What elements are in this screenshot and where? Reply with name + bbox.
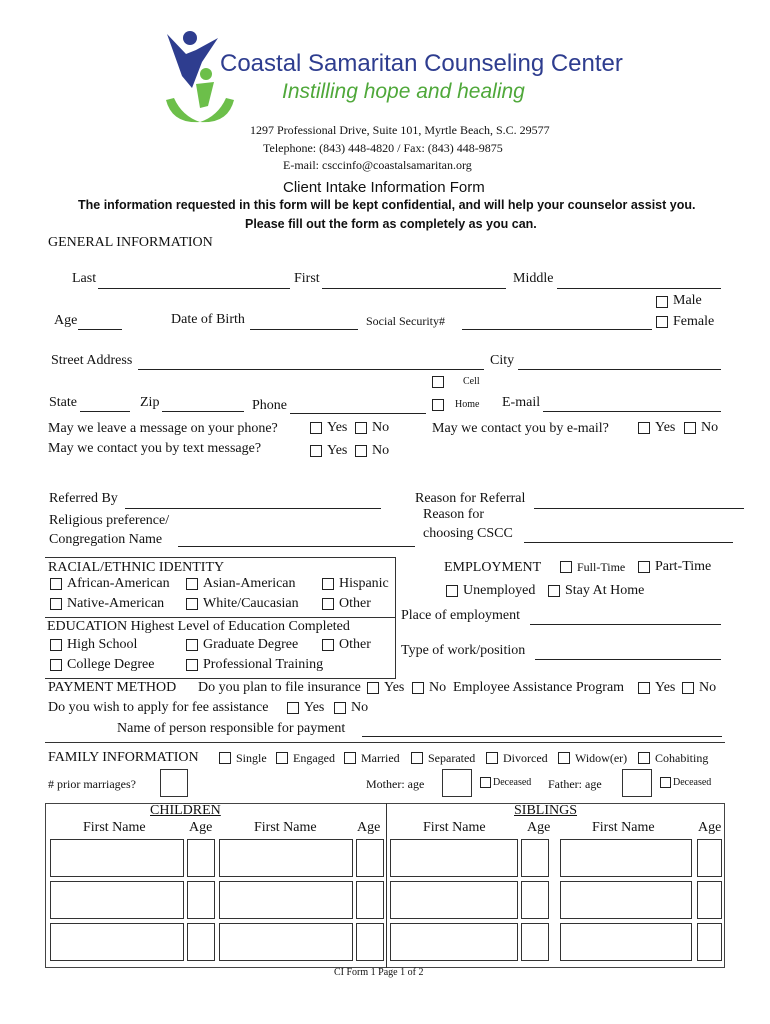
org-tagline: Instilling hope and healing	[282, 80, 525, 103]
child-name-1-row-1-field[interactable]	[50, 839, 184, 877]
home-checkbox[interactable]	[432, 399, 444, 411]
cohabiting-checkbox[interactable]	[638, 752, 650, 764]
widower-label: Widow(er)	[575, 751, 628, 765]
mother-age-label: Mother: age	[366, 777, 425, 791]
father-deceased-label: Deceased	[673, 777, 712, 788]
siblings-col-first-1: First Name	[423, 820, 486, 835]
insurance-yes-label: Yes	[384, 680, 405, 695]
divider-racial-right	[395, 557, 396, 679]
phone-field[interactable]	[290, 413, 426, 414]
referred-by-field[interactable]	[125, 508, 381, 509]
education-other-checkbox[interactable]	[322, 639, 334, 651]
separated-label: Separated	[428, 751, 476, 765]
ssn-label: Social Security#	[366, 314, 445, 328]
child-name-1-row-2-field[interactable]	[50, 881, 184, 919]
white-caucasian-checkbox[interactable]	[186, 598, 198, 610]
fee-no-label: No	[351, 700, 369, 715]
cohabiting-label: Cohabiting	[655, 751, 709, 765]
reason-referral-label: Reason for Referral	[415, 491, 526, 506]
city-field[interactable]	[518, 369, 721, 370]
state-field[interactable]	[80, 411, 130, 412]
professional-training-label: Professional Training	[203, 657, 324, 672]
street-label: Street Address	[51, 353, 133, 368]
father-deceased-checkbox[interactable]	[660, 777, 671, 788]
text-msg-yes-label: Yes	[327, 443, 348, 458]
father-age-field[interactable]	[622, 769, 652, 797]
msg-phone-no-label: No	[372, 420, 390, 435]
text-msg-no-checkbox[interactable]	[355, 445, 367, 457]
eap-yes-label: Yes	[655, 680, 676, 695]
sibling-age-2-row-1-field[interactable]	[697, 839, 722, 877]
section-heading-general: GENERAL INFORMATION	[48, 235, 213, 250]
first-name-label: First	[294, 271, 320, 286]
prior-marriages-field[interactable]	[160, 769, 188, 797]
family-heading: FAMILY INFORMATION	[48, 750, 199, 765]
hispanic-checkbox[interactable]	[322, 578, 334, 590]
last-name-field[interactable]	[98, 288, 290, 289]
professional-training-checkbox[interactable]	[186, 659, 198, 671]
contact-email-no-label: No	[701, 420, 719, 435]
insurance-no-label: No	[429, 680, 447, 695]
org-name: Coastal Samaritan Counseling Center	[220, 50, 623, 77]
stay-at-home-checkbox[interactable]	[548, 585, 560, 597]
state-label: State	[49, 395, 77, 410]
employment-heading: EMPLOYMENT	[444, 560, 542, 575]
sibling-name-2-row-2-field[interactable]	[560, 881, 692, 919]
zip-field[interactable]	[162, 411, 244, 412]
sibling-name-2-row-3-field[interactable]	[560, 923, 692, 961]
insurance-question: Do you plan to file insurance	[198, 680, 361, 695]
place-of-employment-field[interactable]	[530, 624, 721, 625]
zip-label: Zip	[140, 395, 160, 410]
footer-page-info: CI Form 1 Page 1 of 2	[334, 967, 424, 978]
child-age-1-row-2-field[interactable]	[187, 881, 215, 919]
engaged-checkbox[interactable]	[276, 752, 288, 764]
siblings-col-age-2: Age	[698, 820, 722, 835]
siblings-col-first-2: First Name	[592, 820, 655, 835]
congregation-field[interactable]	[178, 546, 415, 547]
referred-by-label: Referred By	[49, 491, 118, 506]
contact-email-question: May we contact you by e-mail?	[432, 421, 609, 436]
reason-cscc-field[interactable]	[524, 542, 733, 543]
org-address: 1297 Professional Drive, Suite 101, Myrtle Beach, S.C. 29577	[250, 123, 550, 137]
responsible-label: Name of person responsible for payment	[117, 721, 346, 736]
full-time-label: Full-Time	[577, 560, 626, 574]
male-label: Male	[673, 293, 702, 308]
table-divider-middle	[386, 803, 387, 968]
last-name-label: Last	[72, 271, 97, 286]
contact-email-yes-label: Yes	[655, 420, 676, 435]
female-label: Female	[673, 314, 715, 329]
child-age-1-row-1-field[interactable]	[187, 839, 215, 877]
type-of-work-label: Type of work/position	[401, 643, 526, 658]
org-phone: Telephone: (843) 448-4820 / Fax: (843) 448-9875	[263, 141, 503, 155]
dob-label: Date of Birth	[171, 312, 245, 327]
divider-racial-top	[45, 557, 395, 558]
mother-deceased-label: Deceased	[493, 777, 532, 788]
logo	[162, 28, 234, 128]
native-american-checkbox[interactable]	[50, 598, 62, 610]
eap-label: Employee Assistance Program	[453, 680, 625, 695]
african-american-label: African-American	[67, 576, 170, 591]
reason-referral-field[interactable]	[534, 508, 744, 509]
racial-other-label: Other	[339, 596, 371, 611]
child-age-1-row-3-field[interactable]	[187, 923, 215, 961]
full-time-checkbox[interactable]	[560, 561, 572, 573]
child-age-2-row-1-field[interactable]	[356, 839, 384, 877]
city-label: City	[490, 353, 515, 368]
text-msg-yes-checkbox[interactable]	[310, 445, 322, 457]
fee-yes-checkbox[interactable]	[287, 702, 299, 714]
engaged-label: Engaged	[293, 751, 335, 765]
ssn-field[interactable]	[462, 329, 652, 330]
children-col-first-1: First Name	[83, 820, 146, 835]
father-age-label: Father: age	[548, 777, 602, 791]
racial-heading: RACIAL/ETHNIC IDENTITY	[48, 560, 225, 575]
home-label: Home	[455, 399, 480, 410]
graduate-degree-label: Graduate Degree	[203, 637, 299, 652]
hispanic-label: Hispanic	[339, 576, 389, 591]
part-time-label: Part-Time	[655, 559, 712, 574]
child-name-2-row-3-field[interactable]	[219, 923, 353, 961]
form-intro-line1: The information requested in this form will be kept confidential, and will help your counselor assist you.	[78, 198, 696, 212]
cell-checkbox[interactable]	[432, 376, 444, 388]
child-name-2-row-2-field[interactable]	[219, 881, 353, 919]
children-col-first-2: First Name	[254, 820, 317, 835]
responsible-field[interactable]	[362, 736, 722, 737]
reason-cscc-label-line2: choosing CSCC	[423, 526, 513, 541]
siblings-col-age-1: Age	[527, 820, 551, 835]
place-of-employment-label: Place of employment	[401, 608, 520, 623]
sibling-age-1-row-1-field[interactable]	[521, 839, 549, 877]
msg-phone-no-checkbox[interactable]	[355, 422, 367, 434]
part-time-checkbox[interactable]	[638, 561, 650, 573]
age-field[interactable]	[78, 329, 122, 330]
children-col-age-1: Age	[189, 820, 213, 835]
fee-yes-label: Yes	[304, 700, 325, 715]
middle-name-label: Middle	[513, 271, 554, 286]
white-caucasian-label: White/Caucasian	[203, 596, 299, 611]
first-name-field[interactable]	[322, 288, 506, 289]
graduate-degree-checkbox[interactable]	[186, 639, 198, 651]
children-heading: CHILDREN	[150, 803, 221, 818]
middle-name-field[interactable]	[557, 288, 721, 289]
native-american-label: Native-American	[67, 596, 165, 611]
msg-phone-yes-label: Yes	[327, 420, 348, 435]
sibling-age-2-row-2-field[interactable]	[697, 881, 722, 919]
sibling-name-1-row-3-field[interactable]	[390, 923, 518, 961]
married-checkbox[interactable]	[344, 752, 356, 764]
divider-payment-top	[45, 678, 395, 679]
separated-checkbox[interactable]	[411, 752, 423, 764]
age-label: Age	[54, 313, 78, 328]
mother-deceased-checkbox[interactable]	[480, 777, 491, 788]
msg-phone-yes-checkbox[interactable]	[310, 422, 322, 434]
divorced-checkbox[interactable]	[486, 752, 498, 764]
divider-education-top	[45, 617, 395, 618]
child-name-2-row-1-field[interactable]	[219, 839, 353, 877]
fee-no-checkbox[interactable]	[334, 702, 346, 714]
racial-other-checkbox[interactable]	[322, 598, 334, 610]
sibling-name-1-row-2-field[interactable]	[390, 881, 518, 919]
street-field[interactable]	[138, 369, 484, 370]
sibling-age-1-row-2-field[interactable]	[521, 881, 549, 919]
cell-label: Cell	[463, 376, 480, 387]
stay-at-home-label: Stay At Home	[565, 583, 645, 598]
single-checkbox[interactable]	[219, 752, 231, 764]
contact-email-yes-checkbox[interactable]	[638, 422, 650, 434]
email-field[interactable]	[543, 411, 721, 412]
insurance-yes-checkbox[interactable]	[367, 682, 379, 694]
sibling-name-2-row-1-field[interactable]	[560, 839, 692, 877]
text-msg-no-label: No	[372, 443, 390, 458]
college-degree-label: College Degree	[67, 657, 155, 672]
dob-field[interactable]	[250, 329, 358, 330]
female-checkbox[interactable]	[656, 316, 668, 328]
msg-phone-question: May we leave a message on your phone?	[48, 421, 278, 436]
child-age-2-row-3-field[interactable]	[356, 923, 384, 961]
phone-label: Phone	[252, 398, 287, 413]
religious-label-line1: Religious preference/	[49, 513, 170, 528]
college-degree-checkbox[interactable]	[50, 659, 62, 671]
siblings-heading: SIBLINGS	[514, 803, 578, 818]
type-of-work-field[interactable]	[535, 659, 721, 660]
education-other-label: Other	[339, 637, 371, 652]
child-age-2-row-2-field[interactable]	[356, 881, 384, 919]
sibling-name-1-row-1-field[interactable]	[390, 839, 518, 877]
sibling-age-2-row-3-field[interactable]	[697, 923, 722, 961]
logo-figures-icon	[162, 28, 234, 128]
african-american-checkbox[interactable]	[50, 578, 62, 590]
widower-checkbox[interactable]	[558, 752, 570, 764]
text-msg-question: May we contact you by text message?	[48, 441, 262, 456]
fee-assistance-question: Do you wish to apply for fee assistance	[48, 700, 269, 715]
mother-age-field[interactable]	[442, 769, 472, 797]
asian-american-checkbox[interactable]	[186, 578, 198, 590]
divider-family-top	[45, 742, 725, 743]
form-intro-line2: Please fill out the form as completely as you can.	[245, 217, 537, 231]
contact-email-no-checkbox[interactable]	[684, 422, 696, 434]
high-school-label: High School	[67, 637, 138, 652]
education-heading: EDUCATION Highest Level of Education Completed	[47, 619, 350, 634]
children-col-age-2: Age	[357, 820, 381, 835]
form-title: Client Intake Information Form	[283, 179, 485, 196]
single-label: Single	[236, 751, 267, 765]
unemployed-checkbox[interactable]	[446, 585, 458, 597]
child-name-1-row-3-field[interactable]	[50, 923, 184, 961]
reason-cscc-label-line1: Reason for	[423, 507, 485, 522]
eap-no-checkbox[interactable]	[682, 682, 694, 694]
unemployed-label: Unemployed	[463, 583, 536, 598]
insurance-no-checkbox[interactable]	[412, 682, 424, 694]
asian-american-label: Asian-American	[203, 576, 296, 591]
email-label: E-mail	[502, 395, 541, 410]
payment-heading: PAYMENT METHOD	[48, 680, 177, 695]
sibling-age-1-row-3-field[interactable]	[521, 923, 549, 961]
religious-label-line2: Congregation Name	[49, 532, 163, 547]
eap-no-label: No	[699, 680, 717, 695]
divorced-label: Divorced	[503, 751, 548, 765]
male-checkbox[interactable]	[656, 296, 668, 308]
high-school-checkbox[interactable]	[50, 639, 62, 651]
prior-marriages-label: # prior marriages?	[48, 777, 136, 791]
married-label: Married	[361, 751, 400, 765]
org-email: E-mail: csccinfo@coastalsamaritan.org	[283, 158, 472, 172]
eap-yes-checkbox[interactable]	[638, 682, 650, 694]
